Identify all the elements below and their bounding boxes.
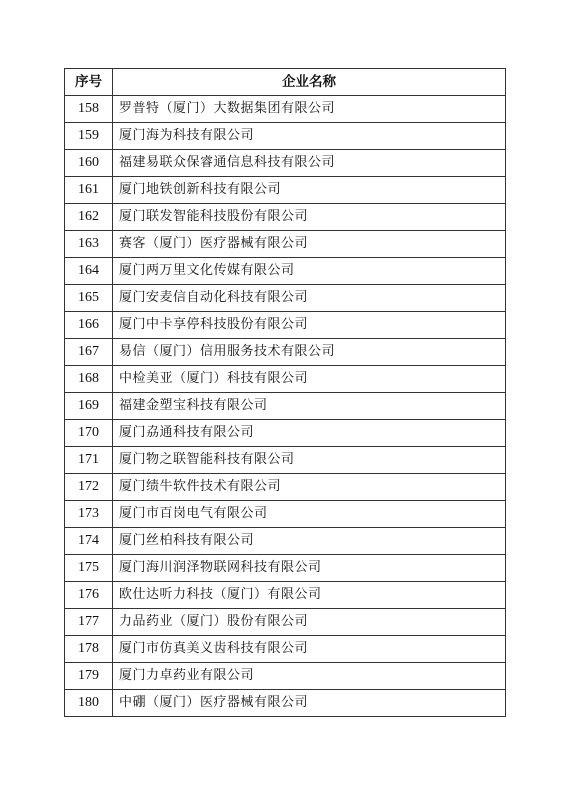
table-row [65, 447, 506, 474]
table-row [65, 501, 506, 528]
table-row [65, 474, 506, 501]
row-index: 160 [65, 150, 113, 177]
table-row [65, 312, 506, 339]
row-company-name: 厦门物之联智能科技有限公司 [113, 447, 506, 474]
row-company-name: 易信（厦门）信用服务技术有限公司 [113, 339, 506, 366]
row-index: 162 [65, 204, 113, 231]
row-company-name: 福建易联众保睿通信息科技有限公司 [113, 150, 506, 177]
row-index: 177 [65, 609, 113, 636]
row-index: 174 [65, 528, 113, 555]
table-row [65, 231, 506, 258]
row-company-name: 福建金塑宝科技有限公司 [113, 393, 506, 420]
row-index: 176 [65, 582, 113, 609]
header-company-name: 企业名称 [113, 69, 506, 96]
row-company-name: 厦门联发智能科技股份有限公司 [113, 204, 506, 231]
row-company-name: 力品药业（厦门）股份有限公司 [113, 609, 506, 636]
table-row [65, 663, 506, 690]
row-index: 171 [65, 447, 113, 474]
row-company-name: 厦门两万里文化传媒有限公司 [113, 258, 506, 285]
row-company-name: 厦门绩牛软件技术有限公司 [113, 474, 506, 501]
row-company-name: 厦门中卡享停科技股份有限公司 [113, 312, 506, 339]
row-index: 166 [65, 312, 113, 339]
company-list-table [64, 68, 506, 717]
row-index: 173 [65, 501, 113, 528]
row-company-name: 厦门力卓药业有限公司 [113, 663, 506, 690]
table-row [65, 177, 506, 204]
header-index: 序号 [65, 69, 113, 96]
table-row [65, 582, 506, 609]
row-index: 170 [65, 420, 113, 447]
table-row [65, 204, 506, 231]
table-row [65, 690, 506, 717]
table-row [65, 609, 506, 636]
row-company-name: 厦门地铁创新科技有限公司 [113, 177, 506, 204]
row-company-name: 欧仕达听力科技（厦门）有限公司 [113, 582, 506, 609]
row-company-name: 厦门丝柏科技有限公司 [113, 528, 506, 555]
table-row [65, 366, 506, 393]
table-row [65, 636, 506, 663]
table-row [65, 258, 506, 285]
row-index: 165 [65, 285, 113, 312]
table-row [65, 150, 506, 177]
row-company-name: 厦门劦通科技有限公司 [113, 420, 506, 447]
row-index: 167 [65, 339, 113, 366]
table-row [65, 393, 506, 420]
row-index: 175 [65, 555, 113, 582]
row-index: 164 [65, 258, 113, 285]
row-company-name: 罗普特（厦门）大数据集团有限公司 [113, 96, 506, 123]
row-index: 161 [65, 177, 113, 204]
row-index: 158 [65, 96, 113, 123]
row-index: 163 [65, 231, 113, 258]
row-index: 180 [65, 690, 113, 717]
table-row [65, 123, 506, 150]
row-index: 169 [65, 393, 113, 420]
row-index: 159 [65, 123, 113, 150]
row-index: 172 [65, 474, 113, 501]
row-company-name: 厦门市百岗电气有限公司 [113, 501, 506, 528]
row-company-name: 中检美亚（厦门）科技有限公司 [113, 366, 506, 393]
row-index: 179 [65, 663, 113, 690]
table-header-row [65, 69, 506, 96]
row-company-name: 中硼（厦门）医疗器械有限公司 [113, 690, 506, 717]
table-row [65, 420, 506, 447]
table-body [65, 96, 506, 717]
row-company-name: 赛客（厦门）医疗器械有限公司 [113, 231, 506, 258]
row-index: 168 [65, 366, 113, 393]
row-index: 178 [65, 636, 113, 663]
table-row [65, 96, 506, 123]
table-row [65, 528, 506, 555]
row-company-name: 厦门安麦信自动化科技有限公司 [113, 285, 506, 312]
table-row [65, 555, 506, 582]
row-company-name: 厦门海为科技有限公司 [113, 123, 506, 150]
row-company-name: 厦门市仿真美义齿科技有限公司 [113, 636, 506, 663]
row-company-name: 厦门海川润泽物联网科技有限公司 [113, 555, 506, 582]
table-row [65, 339, 506, 366]
table-row [65, 285, 506, 312]
